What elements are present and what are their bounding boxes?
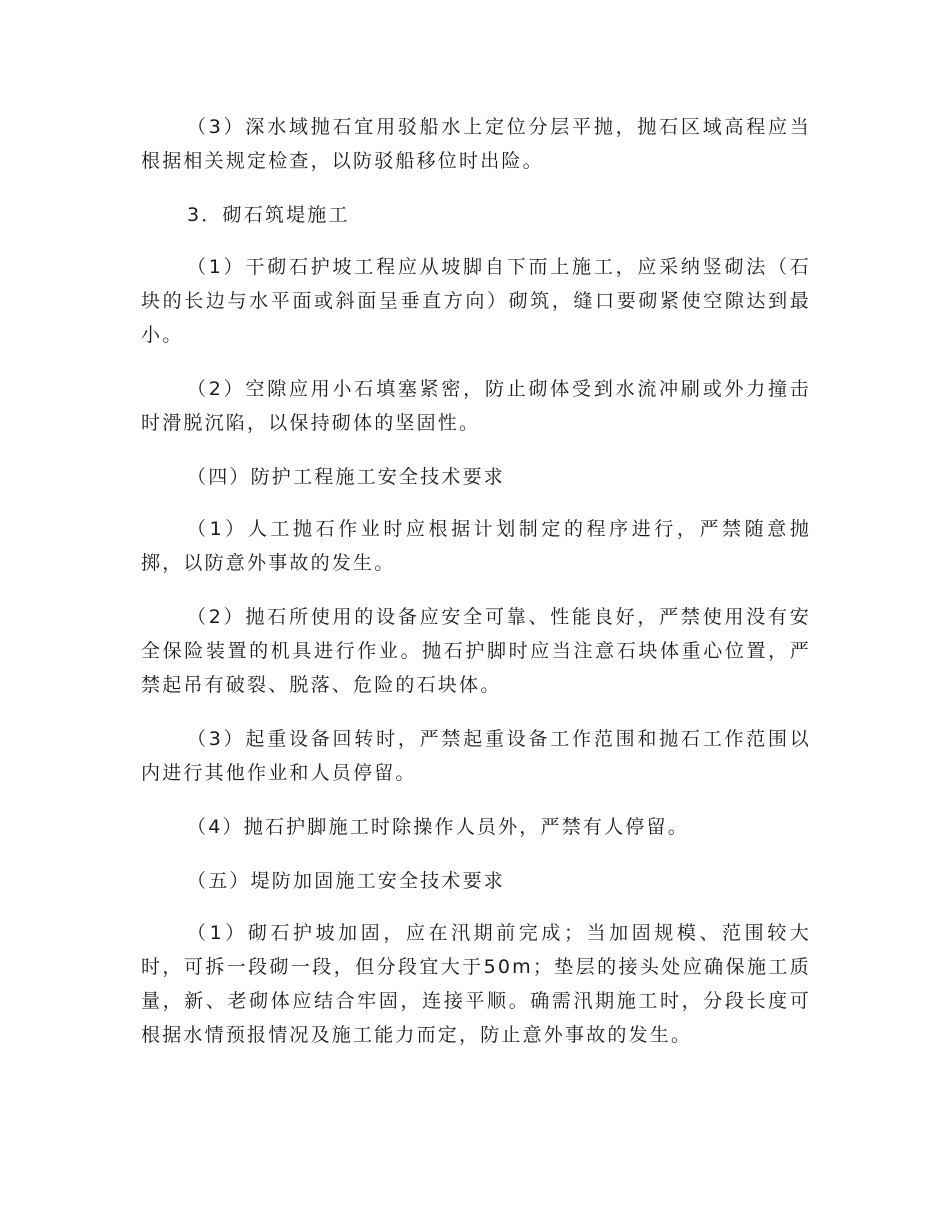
paragraph-manual-riprap: （1）人工抛石作业时应根据计划制定的程序进行，严禁随意抛掷，以防意外事故的发生。 — [141, 518, 811, 574]
document-body — [141, 110, 811, 1072]
paragraph-crane-rotation: （3）起重设备回转时，严禁起重设备工作范围和抛石工作范围以内进行其他作业和人员停留。 — [141, 728, 811, 784]
paragraph-dry-masonry-slope: （1）干砌石护坡工程应从坡脚自下而上施工，应采纳竖砌法（石块的长边与水平面或斜面呈垂直方向）砌筑，缝口要砌紧使空隙达到最小。 — [141, 256, 811, 346]
paragraph-slope-reinforcement: （1）砌石护坡加固，应在汛期前完成；当加固规模、范围较大时，可拆一段砌一段，但分段宜大于50m；垫层的接头处应确保施工质量，新、老砌体应结合牢固，连接平顺。确需汛期施工时，分段长度可根据水情预报情况及施工能力而定，防止意外事故的发生。 — [141, 922, 811, 1046]
section-heading-protection-safety: （四）防护工程施工安全技术要求 — [187, 466, 506, 488]
paragraph-gap-filling: （2）空隙应用小石填塞紧密，防止砌体受到水流冲刷或外力撞击时滑脱沉陷，以保持砌体的坚固性。 — [141, 378, 811, 434]
paragraph-toe-protection: （4）抛石护脚施工时除操作人员外，严禁有人停留。 — [187, 816, 689, 838]
section-heading-dike-reinforcement: （五）堤防加固施工安全技术要求 — [187, 870, 506, 892]
paragraph-deep-water-riprap: （3）深水域抛石宜用驳船水上定位分层平抛，抛石区域高程应当根据相关规定检查，以防驳船移位时出险。 — [141, 116, 811, 172]
paragraph-riprap-equipment: （2）抛石所使用的设备应安全可靠、性能良好，严禁使用没有安全保险装置的机具进行作业。抛石护脚时应当注意石块体重心位置，严禁起吊有破裂、脱落、危险的石块体。 — [141, 606, 811, 696]
section-heading-masonry-dike: 3．砌石筑堤施工 — [187, 204, 350, 226]
